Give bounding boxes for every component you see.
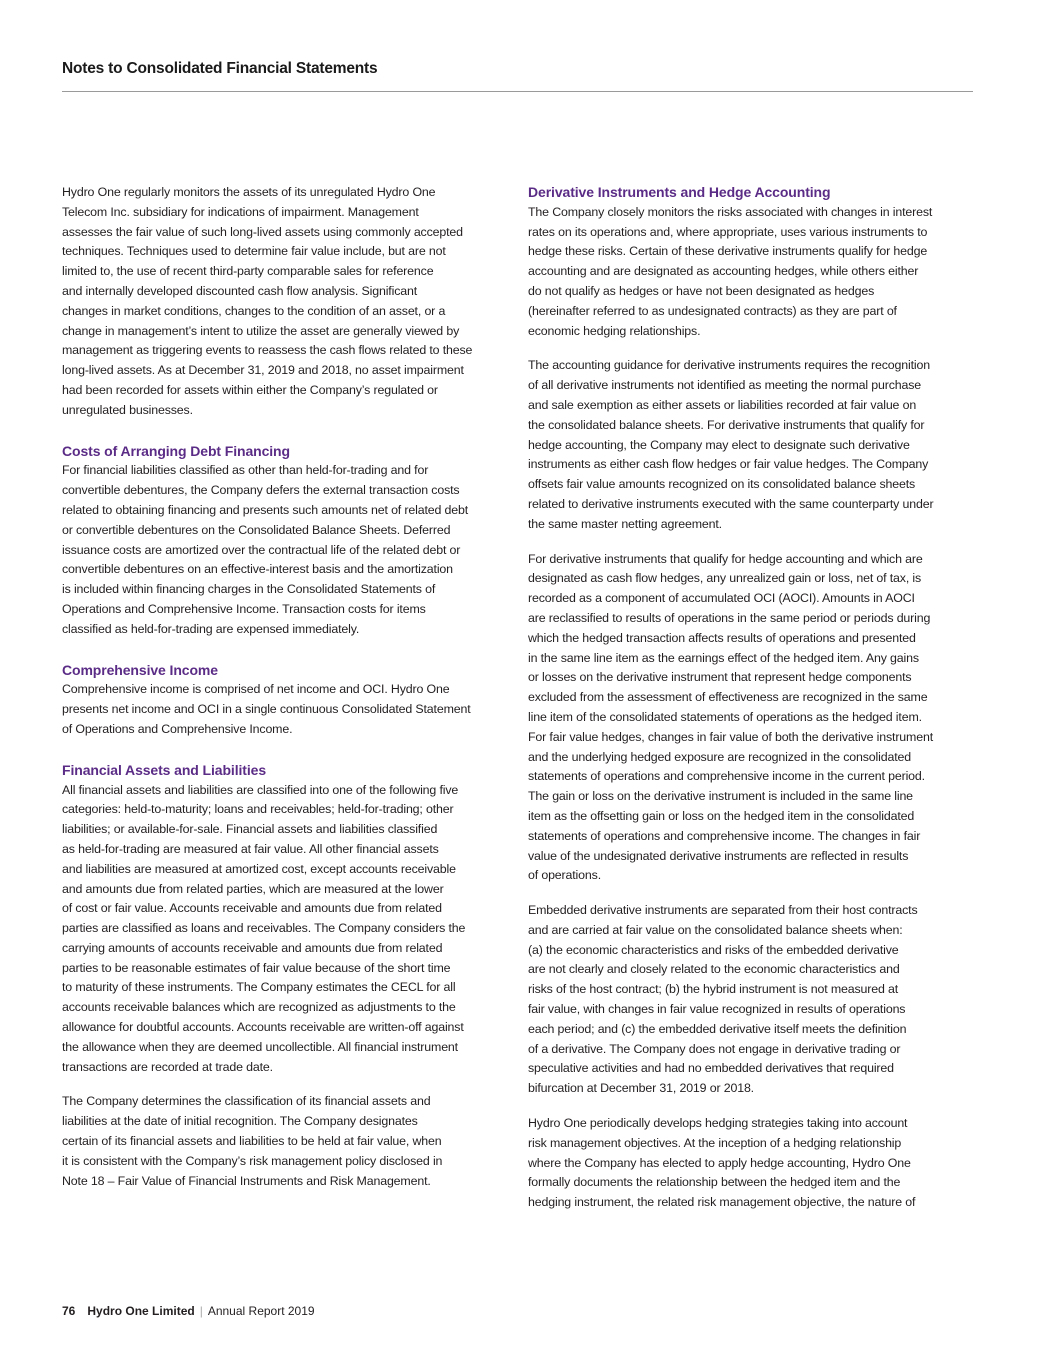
text-line: management as triggering events to reassess the cash flows related to these xyxy=(62,343,473,358)
section-heading: Financial Assets and Liabilities xyxy=(62,761,267,778)
text-line: accounts receivable balances which are recognized as adjustments to the xyxy=(62,1000,456,1015)
text-line: categories: held-to-maturity; loans and receivables; held-for-trading; other xyxy=(62,802,454,817)
text-line: risks of the host contract; (b) the hybrid instrument is not measured at xyxy=(528,982,899,997)
text-line: For financial liabilities classified as other than held-for-trading and for xyxy=(62,463,429,478)
paragraph xyxy=(62,461,522,639)
text-line: changes in market conditions, changes to the condition of an asset, or a xyxy=(62,303,446,318)
text-line: statements of operations and comprehensive income in the current period. xyxy=(528,769,925,784)
section-heading: Comprehensive Income xyxy=(62,661,218,678)
text-line: formally documents the relationship between the hedged item and the xyxy=(528,1175,901,1190)
text-line: The Company closely monitors the risks associated with changes in interest xyxy=(528,204,933,219)
paragraph xyxy=(62,781,522,1078)
text-line: All financial assets and liabilities are classified into one of the following five xyxy=(62,782,459,797)
paragraph xyxy=(528,203,988,342)
text-line: recorded as a component of accumulated OCI (AOCI). Amounts in AOCI xyxy=(528,591,915,606)
text-line: speculative activities and had no embedded derivatives that required xyxy=(528,1061,894,1076)
text-line: related to obtaining financing and presents such amounts net of related debt xyxy=(62,502,469,517)
text-line: Note 18 – Fair Value of Financial Instruments and Risk Management. xyxy=(62,1173,431,1188)
text-line: certain of its financial assets and liabilities to be held at fair value, when xyxy=(62,1134,442,1149)
footer-report-title: Annual Report 2019 xyxy=(207,1304,315,1318)
text-line: Embedded derivative instruments are separated from their host contracts xyxy=(528,903,918,918)
text-line: The Company determines the classification of its financial assets and xyxy=(62,1094,431,1109)
text-line: and are carried at fair value on the consolidated balance sheets when: xyxy=(528,922,903,937)
text-line: liabilities; or available-for-sale. Financial assets and liabilities classified xyxy=(62,822,438,837)
text-line: convertible debentures on an effective-interest basis and the amortization xyxy=(62,562,453,577)
text-line: assesses the fair value of such long-lived assets using commonly accepted xyxy=(62,224,463,239)
text-line: long-lived assets. As at December 31, 2019 and 2018, no asset impairment xyxy=(62,363,464,378)
text-line: designated as cash flow hedges, any unrealized gain or loss, net of tax, is xyxy=(528,571,922,586)
paragraph xyxy=(62,680,522,739)
text-line: of a derivative. The Company does not engage in derivative trading or xyxy=(528,1041,901,1056)
text-line: instruments as either cash flow hedges or fair value hedges. The Company xyxy=(528,457,929,472)
text-line: techniques. Techniques used to determine fair value include, but are not xyxy=(62,244,446,259)
paragraph xyxy=(62,1092,522,1191)
paragraph xyxy=(528,1114,988,1213)
text-line: where the Company has elected to apply hedge accounting, Hydro One xyxy=(528,1155,911,1170)
text-line: of Operations and Comprehensive Income. xyxy=(62,721,293,736)
text-line: related to derivative instruments executed with the same counterparty under xyxy=(528,496,934,511)
text-line: change in management’s intent to utilize the asset are generally viewed by xyxy=(62,323,460,338)
text-line: had been recorded for assets within either the Company’s regulated or xyxy=(62,382,438,397)
text-line: are not clearly and closely related to the economic characteristics and xyxy=(528,962,900,977)
text-line: and amounts due from related parties, which are measured at the lower xyxy=(62,881,444,896)
section xyxy=(62,183,522,421)
text-line: parties to be reasonable estimates of fair value because of the short time xyxy=(62,960,451,975)
text-line: issuance costs are amortized over the contractual life of the related debt or xyxy=(62,542,461,557)
text-line: of cost or fair value. Accounts receivable and amounts due from related xyxy=(62,901,442,916)
section xyxy=(528,183,988,1213)
text-line: risk management objectives. At the inception of a hedging relationship xyxy=(528,1135,902,1150)
text-line: the allowance when they are deemed uncollectible. All financial instrument xyxy=(62,1039,458,1054)
page-footer xyxy=(62,1304,315,1318)
text-line: hedging instrument, the related risk management objective, the nature of xyxy=(528,1195,916,1210)
text-line: carrying amounts of accounts receivable and amounts due from related xyxy=(62,940,443,955)
header-divider xyxy=(62,91,973,92)
footer-separator: | xyxy=(199,1304,203,1318)
paragraph xyxy=(528,901,988,1099)
text-line: accounting and are designated as accounting hedges, while others either xyxy=(528,264,919,279)
text-line: offsets fair value amounts recognized on its consolidated balance sheets xyxy=(528,477,916,492)
text-line: excluded from the assessment of effectiveness are recognized in the same xyxy=(528,690,928,705)
page-header-title: Notes to Consolidated Financial Statements xyxy=(62,60,378,77)
text-line: fair value, with changes in fair value recognized in results of operations xyxy=(528,1002,906,1017)
section-heading: Costs of Arranging Debt Financing xyxy=(62,442,290,459)
section-heading: Derivative Instruments and Hedge Accounting xyxy=(528,184,831,200)
section xyxy=(62,442,522,640)
text-line: economic hedging relationships. xyxy=(528,323,701,338)
paragraph xyxy=(528,356,988,534)
text-line: in the same line item as the earnings effect of the hedged item. Any gains xyxy=(528,650,919,665)
paragraph xyxy=(62,183,522,421)
section xyxy=(62,661,522,740)
text-line: line item of the consolidated statements of operations as the hedged item. xyxy=(528,709,922,724)
text-line: The accounting guidance for derivative instruments requires the recognition xyxy=(528,358,931,373)
text-line: Hydro One regularly monitors the assets of its unregulated Hydro One xyxy=(62,185,436,199)
text-line: The gain or loss on the derivative instrument is included in the same line xyxy=(528,789,913,804)
text-line: it is consistent with the Company’s risk management policy disclosed in xyxy=(62,1153,443,1168)
text-line: Comprehensive income is comprised of net income and OCI. Hydro One xyxy=(62,682,450,697)
section xyxy=(62,761,522,1192)
text-line: the same master netting agreement. xyxy=(528,516,722,531)
right-column xyxy=(528,183,988,1213)
text-line: of all derivative instruments not identified as meeting the normal purchase xyxy=(528,378,922,393)
text-line: do not qualify as hedges or have not been designated as hedges xyxy=(528,283,875,298)
text-line: each period; and (c) the embedded derivative itself meets the definition xyxy=(528,1021,907,1036)
text-line: the consolidated balance sheets. For derivative instruments that qualify for xyxy=(528,417,925,432)
text-line: rates on its operations and, where appropriate, uses various instruments to xyxy=(528,224,928,239)
text-line: classified as held-for-trading are expensed immediately. xyxy=(62,621,360,636)
text-line: is included within financing charges in the Consolidated Statements of xyxy=(62,582,436,597)
text-line: bifurcation at December 31, 2019 or 2018. xyxy=(528,1081,754,1096)
text-line: parties are classified as loans and receivables. The Company considers the xyxy=(62,921,466,936)
text-line: For fair value hedges, changes in fair value of both the derivative instrument xyxy=(528,729,933,744)
text-line: Operations and Comprehensive Income. Transaction costs for items xyxy=(62,601,426,616)
text-line: or convertible debentures on the Consolidated Balance Sheets. Deferred xyxy=(62,522,451,537)
left-column xyxy=(62,183,522,1191)
text-line: (hereinafter referred to as undesignated contracts) as they are part of xyxy=(528,303,897,318)
text-line: value of the undesignated derivative instruments are reflected in results xyxy=(528,848,909,863)
text-line: transactions are recorded at trade date. xyxy=(62,1059,273,1074)
text-line: and the underlying hedged exposure are recognized in the consolidated xyxy=(528,749,911,764)
text-line: (a) the economic characteristics and risks of the embedded derivative xyxy=(528,942,899,957)
text-line: allowance for doubtful accounts. Accounts receivable are written-off against xyxy=(62,1020,464,1035)
text-line: hedge these risks. Certain of these derivative instruments qualify for hedge xyxy=(528,244,928,259)
text-line: item as the offsetting gain or loss on the hedged item in the consolidated xyxy=(528,808,915,823)
footer-company: Hydro One Limited xyxy=(87,1304,195,1318)
text-line: of operations. xyxy=(528,868,601,883)
text-line: Telecom Inc. subsidiary for indications of impairment. Management xyxy=(62,204,419,219)
page-number: 76 xyxy=(62,1304,76,1318)
text-line: and sale exemption as either assets or liabilities recorded at fair value on xyxy=(528,397,917,412)
text-line: statements of operations and comprehensive income. The changes in fair xyxy=(528,828,921,843)
text-line: which the hedged transaction affects results of operations and presented xyxy=(528,630,916,645)
text-line: and liabilities are measured at amortized cost, except accounts receivable xyxy=(62,861,456,876)
text-line: convertible debentures, the Company defers the external transaction costs xyxy=(62,483,460,498)
text-line: are reclassified to results of operations in the same period or periods during xyxy=(528,610,931,625)
text-line: Hydro One periodically develops hedging strategies taking into account xyxy=(528,1116,908,1131)
text-line: hedge accounting, the Company may elect to designate such derivative xyxy=(528,437,910,452)
text-line: or losses on the derivative instrument that represent hedge components xyxy=(528,670,912,685)
text-line: as held-for-trading are measured at fair value. All other financial assets xyxy=(62,841,439,856)
text-line: limited to, the use of recent third-party comparable sales for reference xyxy=(62,264,434,279)
text-line: and internally developed discounted cash flow analysis. Significant xyxy=(62,283,418,298)
text-line: liabilities at the date of initial recognition. The Company designates xyxy=(62,1114,418,1129)
text-line: to maturity of these instruments. The Company estimates the CECL for all xyxy=(62,980,456,995)
text-line: presents net income and OCI in a single continuous Consolidated Statement xyxy=(62,702,471,717)
paragraph xyxy=(528,550,988,887)
text-line: unregulated businesses. xyxy=(62,402,193,417)
text-line: For derivative instruments that qualify for hedge accounting and which are xyxy=(528,551,923,566)
